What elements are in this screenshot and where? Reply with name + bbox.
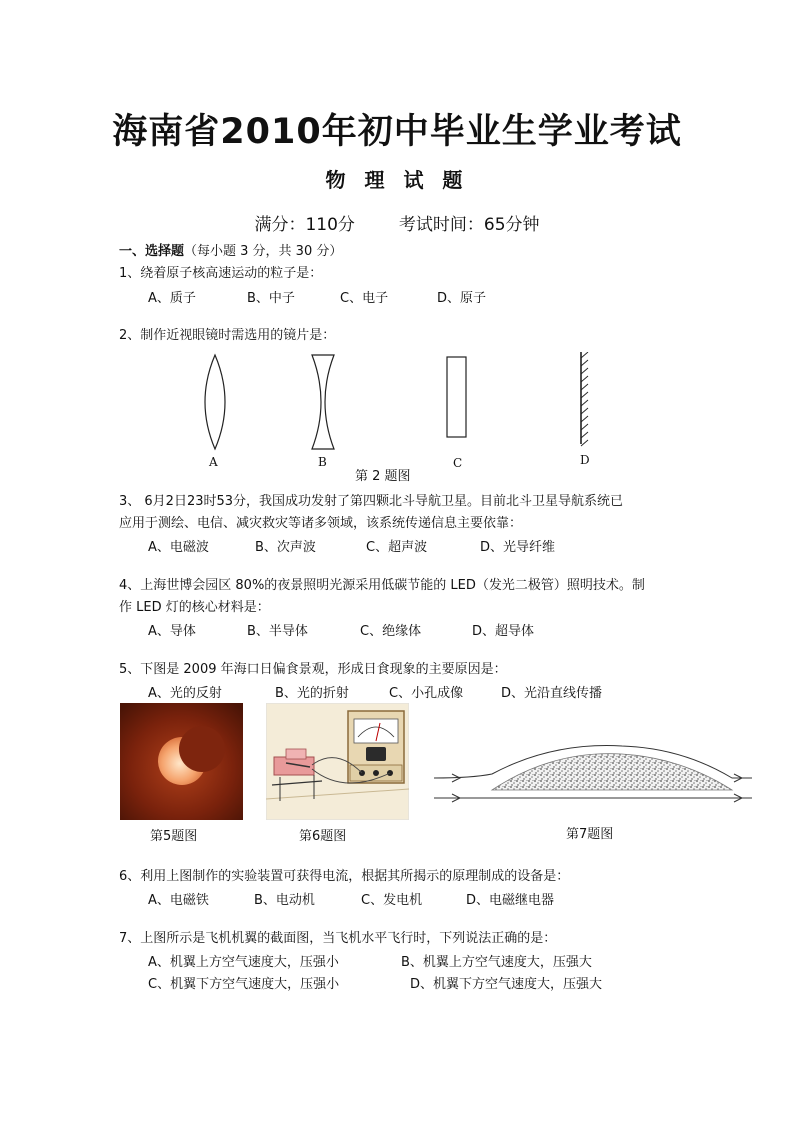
q7-option-a[interactable]: A、机翼上方空气速度大，压强小 bbox=[148, 955, 339, 970]
q6-option-a[interactable]: A、电磁铁 bbox=[148, 893, 209, 908]
flat-glass-shape bbox=[447, 357, 466, 437]
q6-option-d[interactable]: D、电磁继电器 bbox=[466, 893, 555, 908]
figure-7-caption: 第7题图 bbox=[566, 827, 614, 842]
q1-option-a[interactable]: A、质子 bbox=[148, 291, 196, 306]
q3-option-d[interactable]: D、光导纤维 bbox=[480, 540, 556, 555]
mirror-hatching bbox=[581, 352, 588, 446]
q5-option-c[interactable]: C、小孔成像 bbox=[389, 686, 464, 701]
q3-option-b[interactable]: B、次声波 bbox=[255, 540, 316, 555]
convex-lens-shape bbox=[205, 355, 225, 449]
q7-option-b[interactable]: B、机翼上方空气速度大，压强大 bbox=[401, 955, 592, 970]
q4-option-c[interactable]: C、绝缘体 bbox=[360, 624, 422, 639]
score-time-line bbox=[0, 210, 794, 235]
q4-option-b[interactable]: B、半导体 bbox=[247, 624, 308, 639]
section-heading bbox=[119, 242, 342, 262]
exam-title: 海南省2010年初中毕业生学业考试 bbox=[112, 112, 682, 152]
airfoil-shape bbox=[492, 754, 732, 790]
q7-option-d[interactable]: D、机翼下方空气速度大，压强大 bbox=[410, 977, 603, 992]
question-2-stem: 2、制作近视眼镜时需选用的镜片是： bbox=[119, 328, 336, 343]
q6-option-b[interactable]: B、电动机 bbox=[254, 893, 315, 908]
question-4-stem-line2: 作 LED 灯的核心材料是： bbox=[119, 600, 270, 615]
q5-option-a[interactable]: A、光的反射 bbox=[148, 686, 222, 701]
lens-label-c: C bbox=[453, 456, 463, 470]
q1-option-c[interactable]: C、电子 bbox=[340, 291, 389, 306]
figure-5-caption: 第5题图 bbox=[150, 829, 198, 844]
q1-option-d[interactable]: D、原子 bbox=[437, 291, 487, 306]
section-heading-note: （每小题 3 分，共 30 分） bbox=[184, 244, 343, 259]
section-heading-bold: 一、选择题 bbox=[119, 244, 185, 259]
figure-6-caption: 第6题图 bbox=[299, 829, 347, 844]
question-7-stem: 7、上图所示是飞机机翼的截面图，当飞机水平飞行时，下列说法正确的是： bbox=[119, 931, 557, 946]
exam-time: 考试时间：65分钟 bbox=[398, 215, 540, 235]
q3-option-c[interactable]: C、超声波 bbox=[366, 540, 428, 555]
q4-option-d[interactable]: D、超导体 bbox=[472, 624, 535, 639]
lens-label-d: D bbox=[580, 453, 590, 467]
lens-label-b: B bbox=[318, 455, 327, 469]
q1-option-b[interactable]: B、中子 bbox=[247, 291, 295, 306]
question-4-stem-line1: 4、上海世博会园区 80%的夜景照明光源采用低碳节能的 LED（发光二极管）照明技术。制 bbox=[119, 578, 645, 593]
question-3-stem-line1: 3、 6月2日23时53分，我国成功发射了第四颗北斗导航卫星。目前北斗卫星导航系统已 bbox=[119, 494, 624, 509]
q5-option-b[interactable]: B、光的折射 bbox=[275, 686, 349, 701]
question-6-stem: 6、利用上图制作的实验装置可获得电流，根据其所揭示的原理制成的设备是： bbox=[119, 869, 570, 884]
lens-options-figure bbox=[190, 352, 610, 472]
moon-disc bbox=[179, 726, 225, 772]
solar-eclipse-photo bbox=[120, 703, 243, 820]
q7-option-c[interactable]: C、机翼下方空气速度大，压强小 bbox=[148, 977, 340, 992]
q2-figure-caption: 第 2 题图 bbox=[355, 469, 411, 484]
q6-option-c[interactable]: C、发电机 bbox=[361, 893, 423, 908]
q3-option-a[interactable]: A、电磁波 bbox=[148, 540, 209, 555]
q4-option-a[interactable]: A、导体 bbox=[148, 624, 196, 639]
concave-lens-shape bbox=[312, 355, 334, 449]
question-3-stem-line2: 应用于测绘、电信、减灾救灾等诸多领域，该系统传递信息主要依靠： bbox=[119, 516, 523, 531]
lens-label-a: A bbox=[209, 455, 218, 469]
full-score: 满分：110分 bbox=[254, 215, 355, 235]
question-1-stem: 1、绕着原子核高速运动的粒子是： bbox=[119, 266, 323, 281]
question-5-stem: 5、下图是 2009 年海口日偏食景观，形成日食现象的主要原因是： bbox=[119, 662, 507, 677]
exam-subtitle: 物 理 试 题 bbox=[325, 168, 469, 192]
q5-option-d[interactable]: D、光沿直线传播 bbox=[501, 686, 603, 701]
induction-apparatus-photo bbox=[266, 703, 409, 820]
airfoil-figure bbox=[432, 744, 754, 810]
